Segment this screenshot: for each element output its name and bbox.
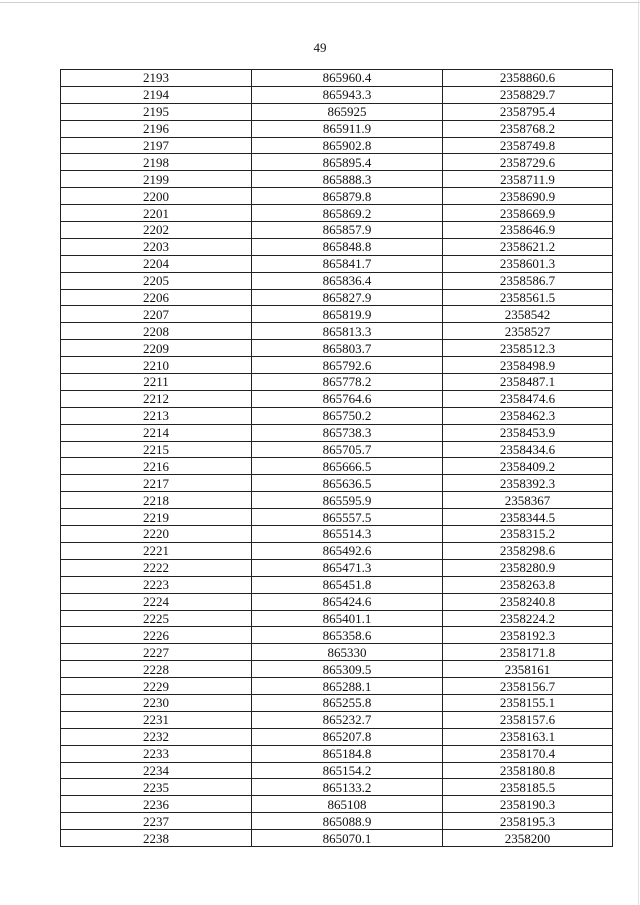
- point-number-cell: 2200: [61, 188, 252, 205]
- y-coordinate-cell: 2358768.2: [443, 120, 613, 137]
- y-coordinate-cell: 2358621.2: [443, 238, 613, 255]
- table-row: [61, 374, 613, 391]
- y-coordinate-cell: 2358157.6: [443, 711, 613, 728]
- point-number-cell: 2203: [61, 238, 252, 255]
- x-coordinate-cell: 865943.3: [252, 86, 443, 103]
- table-row: [61, 796, 613, 813]
- y-coordinate-cell: 2358392.3: [443, 475, 613, 492]
- table-row: [61, 559, 613, 576]
- table-row: [61, 154, 613, 171]
- scan-edge-right: [638, 0, 639, 905]
- table-row: [61, 593, 613, 610]
- x-coordinate-cell: 865330: [252, 644, 443, 661]
- x-coordinate-cell: 865424.6: [252, 593, 443, 610]
- x-coordinate-cell: 865471.3: [252, 559, 443, 576]
- point-number-cell: 2209: [61, 340, 252, 357]
- x-coordinate-cell: 865451.8: [252, 576, 443, 593]
- point-number-cell: 2219: [61, 509, 252, 526]
- point-number-cell: 2237: [61, 813, 252, 830]
- x-coordinate-cell: 865207.8: [252, 728, 443, 745]
- table-row: [61, 694, 613, 711]
- table-row: [61, 86, 613, 103]
- table-row: [61, 711, 613, 728]
- x-coordinate-cell: 865514.3: [252, 526, 443, 543]
- point-number-cell: 2223: [61, 576, 252, 593]
- x-coordinate-cell: 865764.6: [252, 390, 443, 407]
- scan-edge-top: [0, 2, 640, 3]
- point-number-cell: 2208: [61, 323, 252, 340]
- x-coordinate-cell: 865869.2: [252, 205, 443, 222]
- x-coordinate-cell: 865778.2: [252, 374, 443, 391]
- table-row: [61, 779, 613, 796]
- point-number-cell: 2232: [61, 728, 252, 745]
- point-number-cell: 2214: [61, 424, 252, 441]
- table-row: [61, 120, 613, 137]
- point-number-cell: 2231: [61, 711, 252, 728]
- coordinates-table: [60, 69, 613, 847]
- x-coordinate-cell: 865803.7: [252, 340, 443, 357]
- y-coordinate-cell: 2358263.8: [443, 576, 613, 593]
- table-row: [61, 745, 613, 762]
- table-row: [61, 458, 613, 475]
- y-coordinate-cell: 2358795.4: [443, 103, 613, 120]
- y-coordinate-cell: 2358171.8: [443, 644, 613, 661]
- y-coordinate-cell: 2358170.4: [443, 745, 613, 762]
- y-coordinate-cell: 2358527: [443, 323, 613, 340]
- point-number-cell: 2225: [61, 610, 252, 627]
- y-coordinate-cell: 2358367: [443, 492, 613, 509]
- point-number-cell: 2222: [61, 559, 252, 576]
- y-coordinate-cell: 2358829.7: [443, 86, 613, 103]
- table-row: [61, 137, 613, 154]
- y-coordinate-cell: 2358409.2: [443, 458, 613, 475]
- x-coordinate-cell: 865288.1: [252, 678, 443, 695]
- y-coordinate-cell: 2358462.3: [443, 407, 613, 424]
- table-row: [61, 576, 613, 593]
- table-row: [61, 306, 613, 323]
- x-coordinate-cell: 865088.9: [252, 813, 443, 830]
- table-row: [61, 188, 613, 205]
- table-row: [61, 728, 613, 745]
- y-coordinate-cell: 2358474.6: [443, 390, 613, 407]
- table-row: [61, 323, 613, 340]
- table-row: [61, 205, 613, 222]
- x-coordinate-cell: 865738.3: [252, 424, 443, 441]
- y-coordinate-cell: 2358749.8: [443, 137, 613, 154]
- y-coordinate-cell: 2358669.9: [443, 205, 613, 222]
- point-number-cell: 2238: [61, 830, 252, 847]
- x-coordinate-cell: 865888.3: [252, 171, 443, 188]
- point-number-cell: 2235: [61, 779, 252, 796]
- y-coordinate-cell: 2358512.3: [443, 340, 613, 357]
- x-coordinate-cell: 865309.5: [252, 661, 443, 678]
- table-row: [61, 610, 613, 627]
- y-coordinate-cell: 2358498.9: [443, 357, 613, 374]
- x-coordinate-cell: 865792.6: [252, 357, 443, 374]
- y-coordinate-cell: 2358315.2: [443, 526, 613, 543]
- y-coordinate-cell: 2358711.9: [443, 171, 613, 188]
- table-row: [61, 509, 613, 526]
- y-coordinate-cell: 2358344.5: [443, 509, 613, 526]
- point-number-cell: 2228: [61, 661, 252, 678]
- point-number-cell: 2230: [61, 694, 252, 711]
- x-coordinate-cell: 865108: [252, 796, 443, 813]
- x-coordinate-cell: 865895.4: [252, 154, 443, 171]
- table-row: [61, 103, 613, 120]
- x-coordinate-cell: 865879.8: [252, 188, 443, 205]
- point-number-cell: 2227: [61, 644, 252, 661]
- x-coordinate-cell: 865557.5: [252, 509, 443, 526]
- table-row: [61, 644, 613, 661]
- table-row: [61, 222, 613, 239]
- y-coordinate-cell: 2358729.6: [443, 154, 613, 171]
- table-row: [61, 475, 613, 492]
- table-row: [61, 441, 613, 458]
- x-coordinate-cell: 865070.1: [252, 830, 443, 847]
- x-coordinate-cell: 865154.2: [252, 762, 443, 779]
- point-number-cell: 2212: [61, 390, 252, 407]
- y-coordinate-cell: 2358161: [443, 661, 613, 678]
- x-coordinate-cell: 865813.3: [252, 323, 443, 340]
- point-number-cell: 2217: [61, 475, 252, 492]
- x-coordinate-cell: 865819.9: [252, 306, 443, 323]
- x-coordinate-cell: 865636.5: [252, 475, 443, 492]
- x-coordinate-cell: 865836.4: [252, 272, 443, 289]
- point-number-cell: 2206: [61, 289, 252, 306]
- point-number-cell: 2204: [61, 255, 252, 272]
- y-coordinate-cell: 2358156.7: [443, 678, 613, 695]
- x-coordinate-cell: 865232.7: [252, 711, 443, 728]
- table-row: [61, 357, 613, 374]
- table-row: [61, 678, 613, 695]
- table-row: [61, 70, 613, 87]
- point-number-cell: 2197: [61, 137, 252, 154]
- y-coordinate-cell: 2358280.9: [443, 559, 613, 576]
- x-coordinate-cell: 865133.2: [252, 779, 443, 796]
- x-coordinate-cell: 865750.2: [252, 407, 443, 424]
- y-coordinate-cell: 2358163.1: [443, 728, 613, 745]
- point-number-cell: 2233: [61, 745, 252, 762]
- x-coordinate-cell: 865827.9: [252, 289, 443, 306]
- table-row: [61, 492, 613, 509]
- table-row: [61, 813, 613, 830]
- table-row: [61, 526, 613, 543]
- y-coordinate-cell: 2358155.1: [443, 694, 613, 711]
- point-number-cell: 2211: [61, 374, 252, 391]
- table-row: [61, 255, 613, 272]
- y-coordinate-cell: 2358190.3: [443, 796, 613, 813]
- x-coordinate-cell: 865492.6: [252, 542, 443, 559]
- x-coordinate-cell: 865595.9: [252, 492, 443, 509]
- point-number-cell: 2216: [61, 458, 252, 475]
- y-coordinate-cell: 2358224.2: [443, 610, 613, 627]
- y-coordinate-cell: 2358542: [443, 306, 613, 323]
- y-coordinate-cell: 2358434.6: [443, 441, 613, 458]
- y-coordinate-cell: 2358185.5: [443, 779, 613, 796]
- page-number: 49: [313, 40, 327, 55]
- point-number-cell: 2236: [61, 796, 252, 813]
- table-row: [61, 762, 613, 779]
- y-coordinate-cell: 2358860.6: [443, 70, 613, 87]
- x-coordinate-cell: 865848.8: [252, 238, 443, 255]
- table-row: [61, 289, 613, 306]
- x-coordinate-cell: 865705.7: [252, 441, 443, 458]
- y-coordinate-cell: 2358453.9: [443, 424, 613, 441]
- table-row: [61, 272, 613, 289]
- point-number-cell: 2196: [61, 120, 252, 137]
- point-number-cell: 2199: [61, 171, 252, 188]
- point-number-cell: 2193: [61, 70, 252, 87]
- table-row: [61, 661, 613, 678]
- y-coordinate-cell: 2358195.3: [443, 813, 613, 830]
- x-coordinate-cell: 865184.8: [252, 745, 443, 762]
- x-coordinate-cell: 865911.9: [252, 120, 443, 137]
- y-coordinate-cell: 2358298.6: [443, 542, 613, 559]
- table-row: [61, 627, 613, 644]
- point-number-cell: 2210: [61, 357, 252, 374]
- y-coordinate-cell: 2358586.7: [443, 272, 613, 289]
- y-coordinate-cell: 2358561.5: [443, 289, 613, 306]
- point-number-cell: 2229: [61, 678, 252, 695]
- x-coordinate-cell: 865666.5: [252, 458, 443, 475]
- x-coordinate-cell: 865960.4: [252, 70, 443, 87]
- point-number-cell: 2194: [61, 86, 252, 103]
- point-number-cell: 2202: [61, 222, 252, 239]
- table-row: [61, 390, 613, 407]
- x-coordinate-cell: 865401.1: [252, 610, 443, 627]
- table-row: [61, 171, 613, 188]
- coordinates-table-body: [61, 70, 613, 847]
- point-number-cell: 2226: [61, 627, 252, 644]
- x-coordinate-cell: 865857.9: [252, 222, 443, 239]
- y-coordinate-cell: 2358180.8: [443, 762, 613, 779]
- point-number-cell: 2198: [61, 154, 252, 171]
- point-number-cell: 2195: [61, 103, 252, 120]
- y-coordinate-cell: 2358646.9: [443, 222, 613, 239]
- y-coordinate-cell: 2358601.3: [443, 255, 613, 272]
- point-number-cell: 2234: [61, 762, 252, 779]
- table-row: [61, 238, 613, 255]
- point-number-cell: 2220: [61, 526, 252, 543]
- table-row: [61, 424, 613, 441]
- y-coordinate-cell: 2358192.3: [443, 627, 613, 644]
- table-row: [61, 407, 613, 424]
- x-coordinate-cell: 865358.6: [252, 627, 443, 644]
- table-row: [61, 542, 613, 559]
- x-coordinate-cell: 865902.8: [252, 137, 443, 154]
- y-coordinate-cell: 2358690.9: [443, 188, 613, 205]
- point-number-cell: 2207: [61, 306, 252, 323]
- point-number-cell: 2224: [61, 593, 252, 610]
- point-number-cell: 2221: [61, 542, 252, 559]
- y-coordinate-cell: 2358240.8: [443, 593, 613, 610]
- x-coordinate-cell: 865255.8: [252, 694, 443, 711]
- table-row: [61, 340, 613, 357]
- table-row: [61, 830, 613, 847]
- point-number-cell: 2205: [61, 272, 252, 289]
- point-number-cell: 2213: [61, 407, 252, 424]
- x-coordinate-cell: 865841.7: [252, 255, 443, 272]
- point-number-cell: 2218: [61, 492, 252, 509]
- x-coordinate-cell: 865925: [252, 103, 443, 120]
- point-number-cell: 2215: [61, 441, 252, 458]
- y-coordinate-cell: 2358487.1: [443, 374, 613, 391]
- y-coordinate-cell: 2358200: [443, 830, 613, 847]
- point-number-cell: 2201: [61, 205, 252, 222]
